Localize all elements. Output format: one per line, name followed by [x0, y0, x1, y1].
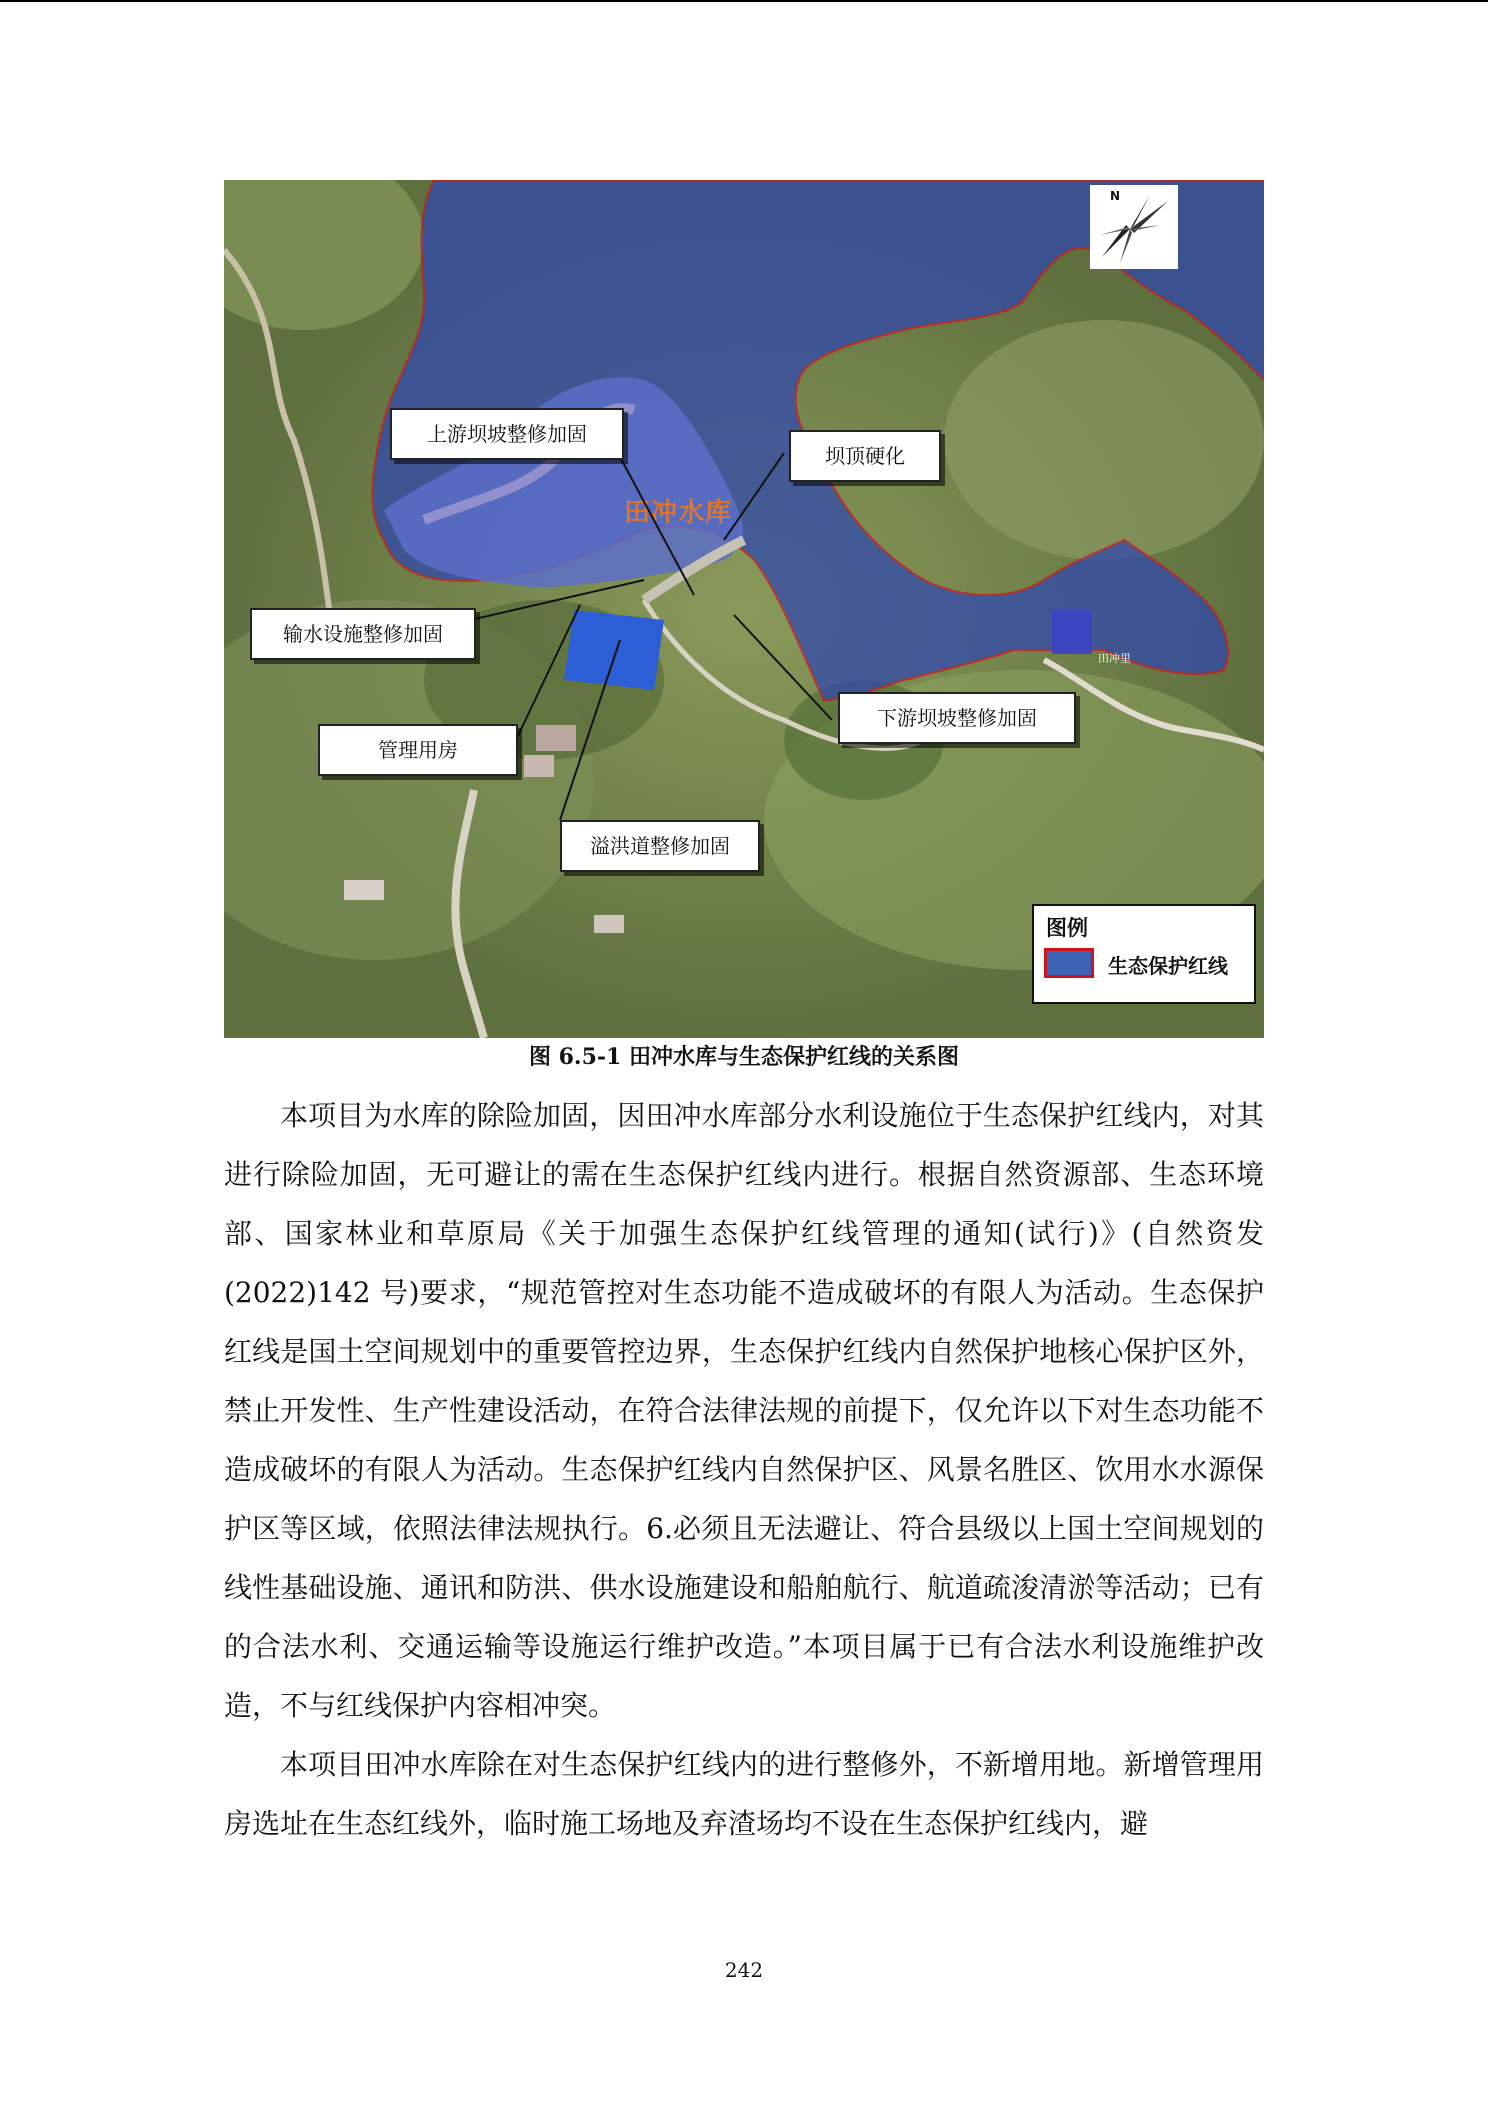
callout-management-house: 管理用房 [318, 724, 518, 776]
paragraph-2: 本项目田冲水库除在对生态保护红线内的进行整修外，不新增用地。新增管理用房选址在生态红线外，临时施工场地及弃渣场均不设在生态保护红线内，避 [224, 1748, 1264, 1840]
map-legend [1032, 904, 1256, 1004]
body-text [224, 1086, 1264, 1853]
top-border-rule [0, 0, 1488, 2]
satellite-map-figure [224, 180, 1264, 1038]
reservoir-label: 田冲水库 [624, 498, 733, 528]
page-number: 242 [724, 1958, 764, 1982]
callout-downstream-slope: 下游坝坡整修加固 [838, 692, 1076, 744]
callout-spillway: 溢洪道整修加固 [560, 820, 760, 872]
village-label: 田冲里 [1098, 652, 1131, 665]
legend-title: 图例 [1046, 916, 1088, 940]
legend-label-ecological-redline: 生态保护红线 [1108, 954, 1228, 978]
callout-dam-crest: 坝顶硬化 [789, 430, 941, 482]
legend-swatch-ecological-redline [1044, 948, 1094, 978]
paragraph-1: 本项目为水库的除险加固，因田冲水库部分水利设施位于生态保护红线内，对其进行除险加固，无可避让的需在生态保护红线内进行。根据自然资源部、生态环境部、国家林业和草原局《关于加强生态保护红线管理的通知(试行)》(自然资发(2022)142 号)要求，“规范管控对生态功能不造成破坏的有限人为活动。生态保护红线是国土空间规划中的重要管控边界，生态保护红线内自然保护地核心保护区外，禁止开发性、生产性建设活动，在符合法律法规的前提下，仅允许以下对生态功能不造成破坏的有限人为活动。生态保护红线内自然保护区、风景名胜区、饮用水水源保护区等区域，依照法律法规执行。6.必须且无法避让、符合县级以上国土空间规划的线性基础设施、通讯和防洪、供水设施建设和船舶航行、航道疏浚清淤等活动；已有的合法水利、交通运输等设施运行维护改造。”本项目属于已有合法水利设施维护改造，不与红线保护内容相冲突。 [224, 1099, 1264, 1722]
compass-north-label: N [1110, 189, 1121, 203]
figure-caption: 图 6.5-1 田冲水库与生态保护红线的关系图 [528, 1044, 960, 1070]
callout-upstream-slope: 上游坝坡整修加固 [390, 408, 624, 460]
callout-water-facility: 输水设施整修加固 [250, 608, 476, 660]
